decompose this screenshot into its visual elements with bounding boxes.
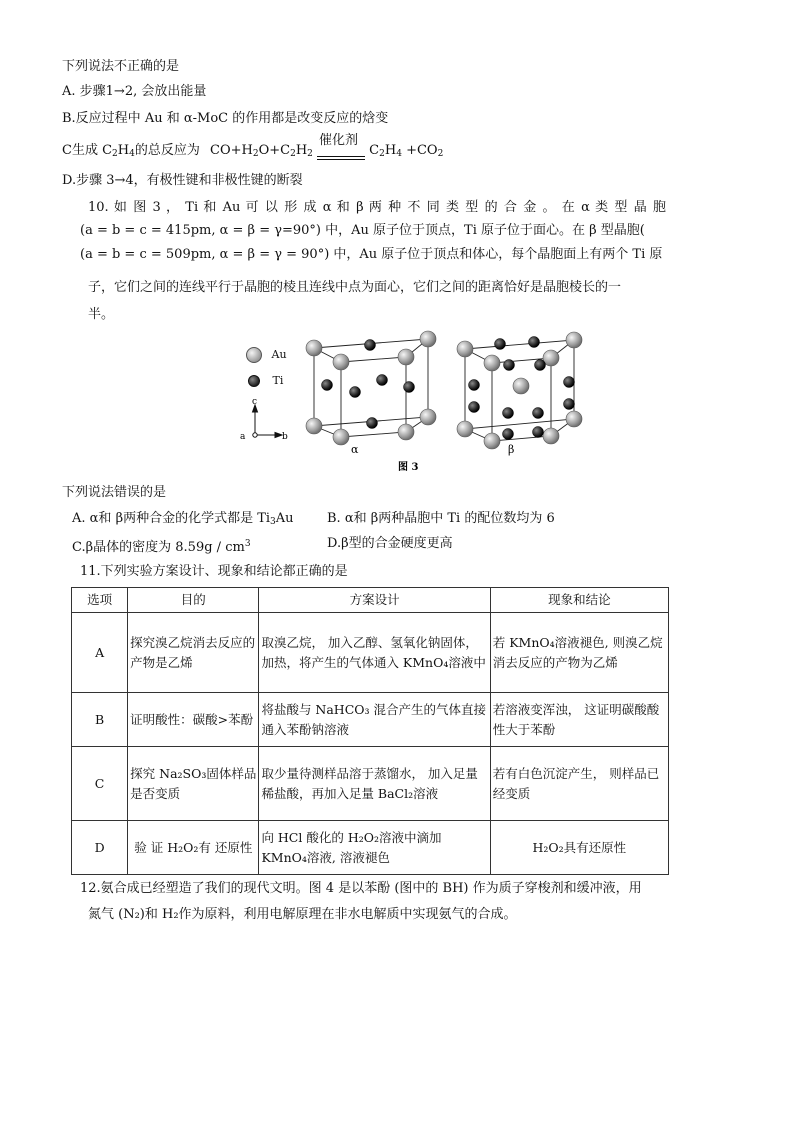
row-option: D [72, 821, 128, 875]
row-goal: 探究溴乙烷消去反应的产物是乙烯 [128, 613, 259, 693]
row-plan: 向 HCl 酸化的 H₂O₂溶液中滴加 KMnO₄溶液, 溶液褪色 [259, 821, 490, 875]
row-plan: 取溴乙烷， 加入乙醇、氢氧化钠固体，加热，将产生的气体通入 KMnO₄溶液中 [259, 613, 490, 693]
row-result: 若 KMnO₄溶液褪色, 则溴乙烷消去反应的产物为乙烯 [490, 613, 668, 693]
row-goal: 证明酸性：碳酸>苯酚 [128, 693, 259, 747]
table-row [72, 747, 669, 821]
col-header-goal: 目的 [128, 588, 259, 613]
axis-b-label: b [282, 432, 288, 442]
row-plan: 将盐酸与 NaHCO₃ 混合产生的气体直接通入苯酚钠溶液 [259, 693, 490, 747]
beta-label: β [508, 443, 515, 456]
row-option: A [72, 613, 128, 693]
q9-option-a: A. 步骤1→2, 会放出能量 [62, 84, 207, 99]
q12-line1: 12.氨合成已经塑造了我们的现代文明。图 4 是以苯酚 (图中的 BH) 作为质子穿梭剂和缓冲液，用 [80, 881, 642, 896]
row-goal: 探究 Na₂SO₃固体样品是否变质 [128, 747, 259, 821]
row-result: H₂O₂具有还原性 [490, 821, 668, 875]
table-header-row [72, 588, 669, 613]
axis-a-label: a [240, 432, 246, 442]
q11-table [71, 587, 669, 875]
col-header-result: 现象和结论 [490, 588, 668, 613]
table-row [72, 693, 669, 747]
q11-stem: 11.下列实验方案设计、现象和结论都正确的是 [80, 564, 348, 579]
q10-option-b: B. α和 β两种晶胞中 Ti 的配位数均为 6 [327, 511, 555, 526]
legend-au: Au [246, 347, 287, 363]
figure-caption: 图 3 [398, 462, 419, 473]
axis-c-label: c [252, 397, 258, 407]
q10-line4: 子，它们之间的连线平行于晶胞的棱且连线中点为面心，它们之间的距离恰好是晶胞棱长的一 [88, 280, 622, 295]
row-result: 若有白色沉淀产生， 则样品已经变质 [490, 747, 668, 821]
col-header-option: 选项 [72, 588, 128, 613]
axis-indicator [253, 405, 283, 438]
crystal-cells-drawing [238, 325, 598, 475]
legend-ti: Ti [248, 374, 283, 387]
row-plan: 取少量待测样品溶于蒸馏水， 加入足量稀盐酸，再加入足量 BaCl₂溶液 [259, 747, 490, 821]
figure-3 [238, 325, 598, 475]
q10-option-a: A. α和 β两种合金的化学式都是 $Ti_3Au$ [72, 511, 294, 527]
col-header-plan: 方案设计 [259, 588, 490, 613]
q9-option-b: B.反应过程中 Au 和 α-MoC 的作用都是改变反应的焓变 [62, 111, 389, 126]
table-row [72, 821, 669, 875]
table-row [72, 613, 669, 693]
q10-line1: 10. 如 图 3 ， Ti 和 Au 可 以 形 成 α 和 β 两 种 不 同 类 型 的 合 金 。 在 α 类 型 晶 胞 [88, 200, 667, 215]
q9-stem: 下列说法不正确的是 [62, 59, 180, 74]
q9-option-c: C生成 $C_2H_4$的总反应为 $CO+H_2O+C_2H_2$ 催化剂 $C_2H_4 +CO_2$ [62, 133, 444, 159]
beta-au-atoms [457, 332, 582, 449]
q10-option-c: C.β晶体的密度为 $8.59g / cm^3$ [72, 539, 251, 555]
q10-stem: 下列说法错误的是 [62, 485, 167, 500]
catalyst-label: 催化剂 [319, 133, 359, 148]
q12-line2: 氮气 (N₂)和 H₂作为原料，利用电解原理在非水电解质中实现氨气的合成。 [88, 907, 517, 922]
q9-option-d: D.步骤 3→4，有极性键和非极性键的断裂 [62, 173, 303, 188]
row-result: 若溶液变浑浊， 这证明碳酸酸性大于苯酚 [490, 693, 668, 747]
q10-line3: (a = b = c = 509pm, α = β = γ = 90°) 中，Au 原子位于顶点和体心，每个晶胞面上有两个 Ti 原 [80, 247, 663, 262]
row-option: B [72, 693, 128, 747]
q10-option-d: D.β型的合金硬度更高 [327, 536, 453, 551]
row-goal: 验 证 H₂O₂有 还原性 [128, 821, 259, 875]
alpha-label: α [351, 443, 359, 456]
q10-line2: (a = b = c = 415pm, α = β = γ=90°) 中，Au 原子位于顶点，Ti 原子位于面心。在 β 型晶胞( [80, 223, 645, 238]
q10-line5: 半。 [88, 307, 115, 322]
row-option: C [72, 747, 128, 821]
